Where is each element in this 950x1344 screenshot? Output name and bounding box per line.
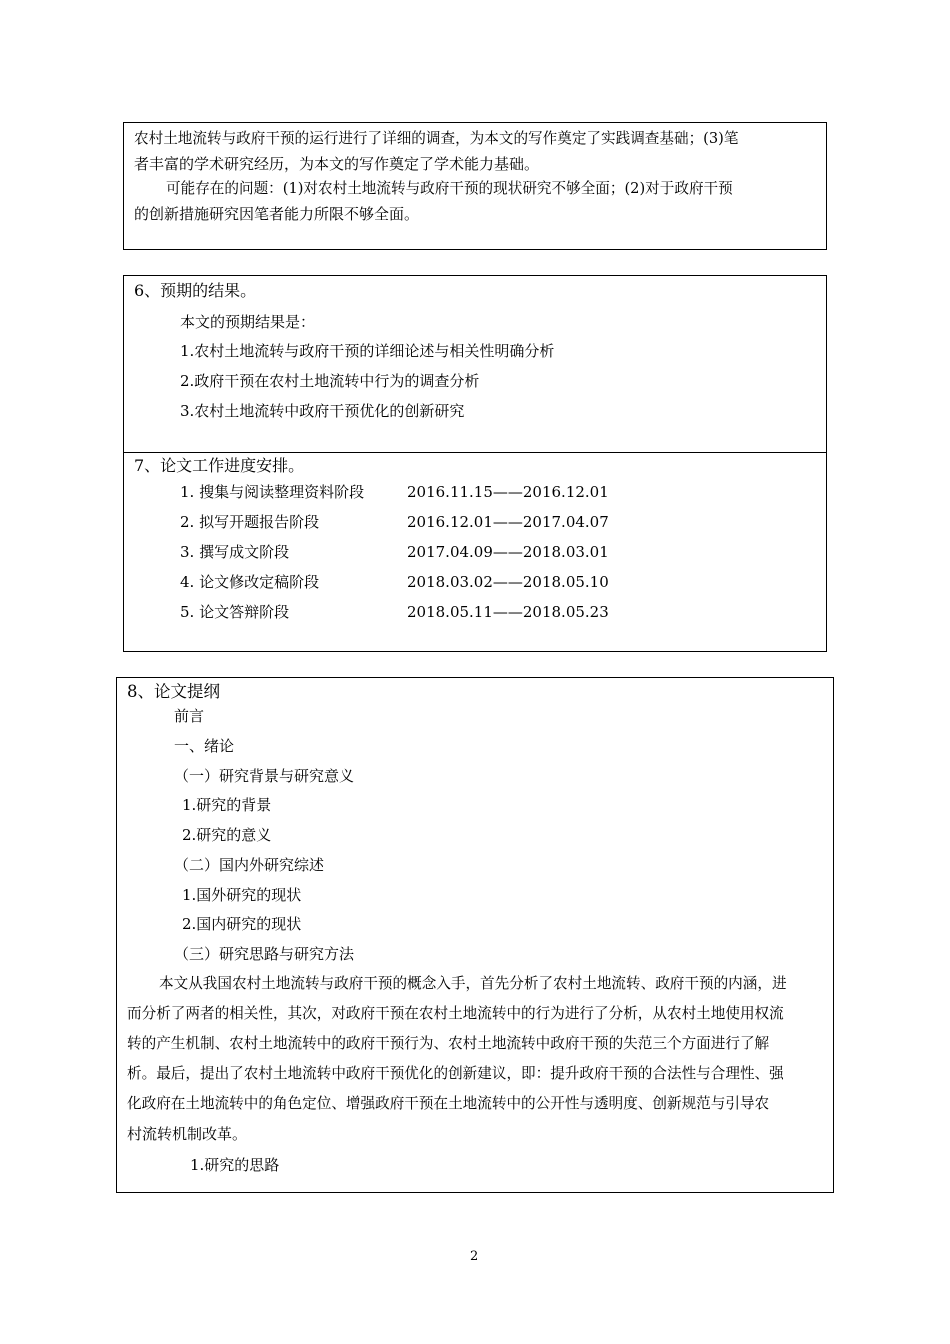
schedule-stage: 4. 论文修改定稿阶段 <box>180 573 320 591</box>
outline-item: 一、绪论 <box>174 737 235 755</box>
outline-paragraph-line: 本文从我国农村土地流转与政府干预的概念入手，首先分析了农村土地流转、政府干预的内涵，进 <box>159 975 787 992</box>
outline-paragraph-line: 而分析了两者的相关性，其次，对政府干预在农村土地流转中的行为进行了分析，从农村土地使用权流 <box>127 1005 784 1022</box>
outline-box <box>116 677 834 1193</box>
methods-line-1: 农村土地流转与政府干预的运行进行了详细的调查，为本文的写作奠定了实践调查基础；(3)笔 <box>134 130 739 147</box>
outline-subheading: 1.研究的思路 <box>190 1156 280 1174</box>
outline-paragraph-line: 村流转机制改革。 <box>127 1125 248 1143</box>
outline-item: （二）国内外研究综述 <box>174 856 325 874</box>
schedule-dates: 2018.03.02——2018.05.10 <box>407 573 609 591</box>
outline-paragraph-line: 转的产生机制、农村土地流转中的政府干预行为、农村土地流转中政府干预的失范三个方面进行了解 <box>127 1035 770 1052</box>
outline-item: 2.国内研究的现状 <box>182 915 302 933</box>
schedule-dates: 2017.04.09——2018.03.01 <box>407 543 609 561</box>
schedule-stage: 2. 拟写开题报告阶段 <box>180 513 320 531</box>
schedule-dates: 2016.12.01——2017.04.07 <box>407 513 609 531</box>
schedule-stage: 5. 论文答辩阶段 <box>180 603 290 621</box>
page-number: 2 <box>470 1249 479 1264</box>
schedule-dates: 2018.05.11——2018.05.23 <box>407 603 609 621</box>
methods-continued-box <box>123 122 827 250</box>
schedule-heading: 7、论文工作进度安排。 <box>134 456 305 475</box>
section-divider <box>124 452 826 453</box>
outline-item: 2.研究的意义 <box>182 826 272 844</box>
outline-heading: 8、论文提纲 <box>127 682 220 701</box>
outline-item: 前言 <box>174 707 205 725</box>
expected-result-item: 2.政府干预在农村土地流转中行为的调查分析 <box>180 372 480 390</box>
schedule-stage: 3. 撰写成文阶段 <box>180 543 290 561</box>
outline-item: （三）研究思路与研究方法 <box>174 945 355 963</box>
outline-item: 1.研究的背景 <box>182 796 272 814</box>
methods-line-4: 的创新措施研究因笔者能力所限不够全面。 <box>134 205 420 223</box>
expected-results-heading: 6、预期的结果。 <box>134 281 257 300</box>
expected-result-item: 3.农村土地流转中政府干预优化的创新研究 <box>180 402 465 420</box>
methods-line-2: 者丰富的学术研究经历，为本文的写作奠定了学术能力基础。 <box>134 155 540 173</box>
outline-item: 1.国外研究的现状 <box>182 886 302 904</box>
expected-results-intro: 本文的预期结果是： <box>180 313 316 331</box>
outline-item: （一）研究背景与研究意义 <box>174 767 355 785</box>
methods-line-3: 可能存在的问题：(1)对农村土地流转与政府干预的现状研究不够全面；(2)对于政府干预 <box>166 180 733 197</box>
outline-paragraph-line: 化政府在土地流转中的角色定位、增强政府干预在土地流转中的公开性与透明度、创新规范与引导农 <box>127 1095 770 1112</box>
schedule-stage: 1. 搜集与阅读整理资料阶段 <box>180 483 365 501</box>
outline-paragraph-line: 析。最后，提出了农村土地流转中政府干预优化的创新建议，即：提升政府干预的合法性与合理性、强 <box>127 1065 784 1082</box>
schedule-dates: 2016.11.15——2016.12.01 <box>407 483 609 501</box>
results-schedule-box <box>123 275 827 652</box>
expected-result-item: 1.农村土地流转与政府干预的详细论述与相关性明确分析 <box>180 342 555 360</box>
